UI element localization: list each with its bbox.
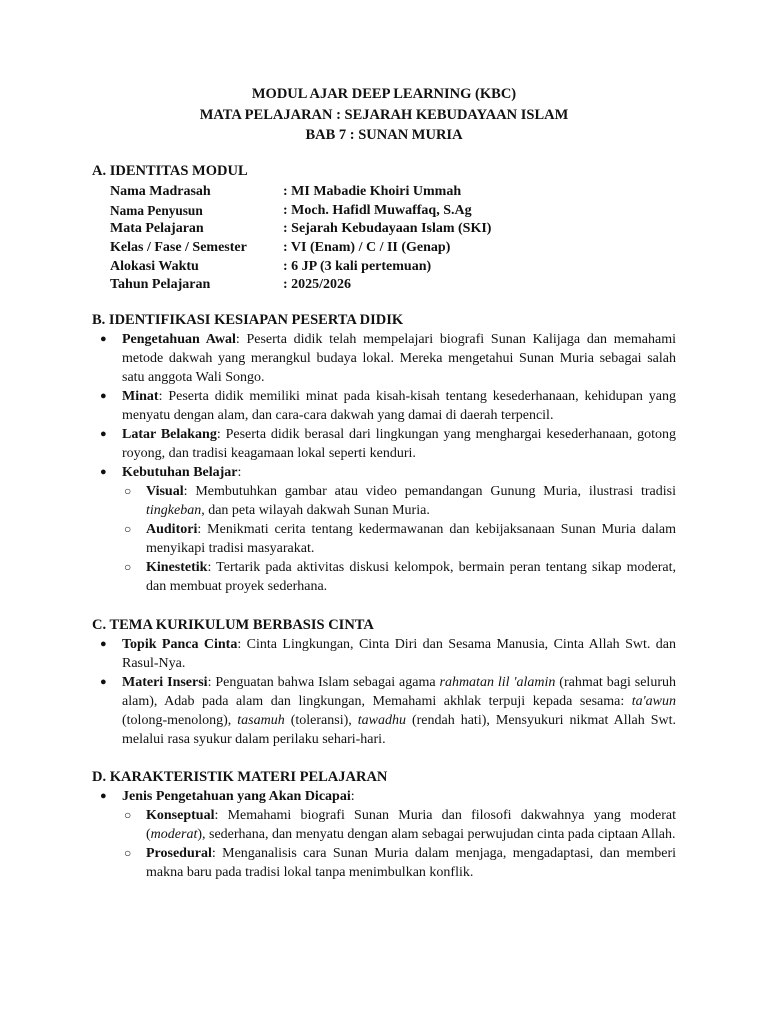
item-text: (rahmat bagi seluruh alam), Adab pada alam dan lingkungan, Memahami akhlak terpuji kepada sesama:	[122, 675, 676, 709]
section-b-heading: B. IDENTIFIKASI KESIAPAN PESERTA DIDIK	[92, 312, 404, 328]
item-text: :	[350, 789, 355, 804]
identity-value: : 6 JP (3 kali pertemuan)	[283, 258, 432, 274]
identity-row	[110, 182, 676, 201]
item-term: Latar Belakang	[122, 427, 217, 442]
item-text: (rendah hati), Mensyukuri nikmat Allah Swt. melalui rasa syukur dalam perilaku sehari-hari.	[122, 713, 677, 747]
item-italic: moderat	[150, 827, 198, 842]
item-text: : Tertarik pada aktivitas diskusi kelompok, bermain peran tentang sikap moderat, dan membuat proyek sederhana.	[146, 560, 676, 594]
bullet-list	[92, 635, 676, 749]
identity-key: Mata Pelajaran	[110, 221, 204, 237]
bullet-list	[92, 330, 676, 482]
item-term: Pengetahuan Awal	[122, 332, 236, 347]
item-text: : Cinta Lingkungan, Cinta Diri dan Sesama Manusia, Cinta Allah Swt. dan Rasul-Nya.	[122, 637, 676, 671]
identity-row	[110, 238, 676, 257]
sub-list-item	[122, 482, 676, 520]
item-text: :	[237, 465, 242, 480]
section-kesiapan-peserta-didik	[92, 311, 676, 596]
identity-value: : 2025/2026	[283, 277, 352, 293]
sub-bullet-list	[122, 806, 676, 882]
list-item	[92, 635, 676, 673]
sub-list-item	[122, 558, 676, 596]
list-item	[92, 787, 676, 806]
item-text: : Menganalisis cara Sunan Muria dalam menjaga, mengadaptasi, dan memberi makna baru pada tradisi lokal tanpa menimbulkan konflik.	[146, 846, 676, 880]
identity-row	[110, 275, 676, 294]
identity-value: : VI (Enam) / C / II (Genap)	[283, 240, 451, 256]
item-text: : Penguatan bahwa Islam sebagai agama	[207, 675, 440, 690]
item-term: Minat	[122, 389, 159, 404]
item-text: (tolong-menolong),	[122, 713, 238, 728]
section-identitas-modul	[92, 162, 676, 294]
item-term: Jenis Pengetahuan yang Akan Dicapai	[122, 789, 351, 804]
item-text: , dan peta wilayah dakwah Sunan Muria.	[201, 503, 430, 518]
list-item	[92, 425, 676, 463]
sub-list-item	[122, 520, 676, 558]
list-item	[92, 463, 676, 482]
item-italic: rahmatan lil 'alamin	[439, 675, 556, 690]
item-text: : Peserta didik telah mempelajari biografi Sunan Kalijaga dan memahami metode dakwah yang merangkul budaya lokal. Mereka mengetahui Sunan Muria sebagai salah satu anggota Wali Songo.	[122, 332, 677, 385]
sub-bullet-list	[122, 482, 676, 596]
item-text: (toleransi),	[284, 713, 358, 728]
item-term: Kebutuhan Belajar	[122, 465, 238, 480]
identity-value: : Moch. Hafidl Muwaffaq, S.Ag	[283, 202, 472, 218]
item-term: Topik Panca Cinta	[122, 637, 238, 652]
list-item	[92, 330, 676, 387]
identity-table	[110, 182, 676, 294]
identity-row	[110, 201, 676, 220]
title-line-1: MODUL AJAR DEEP LEARNING (KBC)	[251, 86, 517, 102]
item-text: ), sederhana, dan menyatu dengan alam sebagai perwujudan cinta pada ciptaan Allah.	[197, 827, 676, 842]
item-term: Materi Insersi	[122, 675, 208, 690]
list-item	[92, 387, 676, 425]
identity-key: Kelas / Fase / Semester	[110, 240, 247, 256]
title-line-2: MATA PELAJARAN : SEJARAH KEBUDAYAAN ISLAM	[199, 106, 569, 123]
item-text: : Peserta didik memiliki minat pada kisah-kisah tentang kesederhanaan, kehidupan yang menyatu dengan alam, dan cara-cara dakwah yang damai di daerah terpencil.	[122, 389, 676, 423]
item-text: : Memahami biografi Sunan Muria dan filosofi dakwahnya yang moderat (	[146, 808, 676, 842]
identity-key: Nama Penyusun	[110, 202, 203, 218]
section-karakteristik-materi	[92, 768, 676, 882]
bullet-list	[92, 787, 676, 806]
identity-value: : MI Mabadie Khoiri Ummah	[283, 184, 462, 199]
identity-row	[110, 219, 676, 238]
identity-key: Alokasi Waktu	[110, 258, 199, 274]
item-term: Visual	[146, 484, 184, 499]
item-italic: tawadhu	[357, 713, 406, 728]
identity-key: Tahun Pelajaran	[110, 277, 211, 293]
identity-key: Nama Madrasah	[110, 184, 211, 199]
item-term: Prosedural	[146, 846, 212, 861]
section-d-heading: D. KARAKTERISTIK MATERI PELAJARAN	[92, 769, 388, 785]
item-italic: tasamuh	[237, 713, 285, 728]
item-term: Kinestetik	[146, 560, 208, 575]
item-term: Konseptual	[146, 808, 215, 823]
section-a-heading: A. IDENTITAS MODUL	[92, 163, 248, 179]
sub-list-item	[122, 844, 676, 882]
item-text: : Peserta didik berasal dari lingkungan yang menghargai kesederhanaan, gotong royong, dan tradisi keagamaan lokal seperti kenduri.	[122, 427, 676, 461]
item-text: : Menikmati cerita tentang kedermawanan dan kebijaksanaan Sunan Muria dalam menyikapi tradisi masyarakat.	[146, 522, 676, 556]
sub-list-item	[122, 806, 676, 844]
item-text: : Membutuhkan gambar atau video pemandangan Gunung Muria, ilustrasi tradisi	[183, 484, 676, 499]
identity-value: : Sejarah Kebudayaan Islam (SKI)	[283, 221, 492, 237]
section-tema-kurikulum	[92, 616, 676, 749]
identity-row	[110, 257, 676, 276]
document-title	[0, 84, 768, 146]
item-term: Auditori	[146, 522, 198, 537]
item-italic: ta'awun	[631, 694, 676, 709]
list-item	[92, 673, 676, 749]
section-c-heading: C. TEMA KURIKULUM BERBASIS CINTA	[92, 617, 374, 633]
item-italic: tingkeban	[146, 503, 202, 518]
title-line-3: BAB 7 : SUNAN MURIA	[305, 127, 463, 143]
